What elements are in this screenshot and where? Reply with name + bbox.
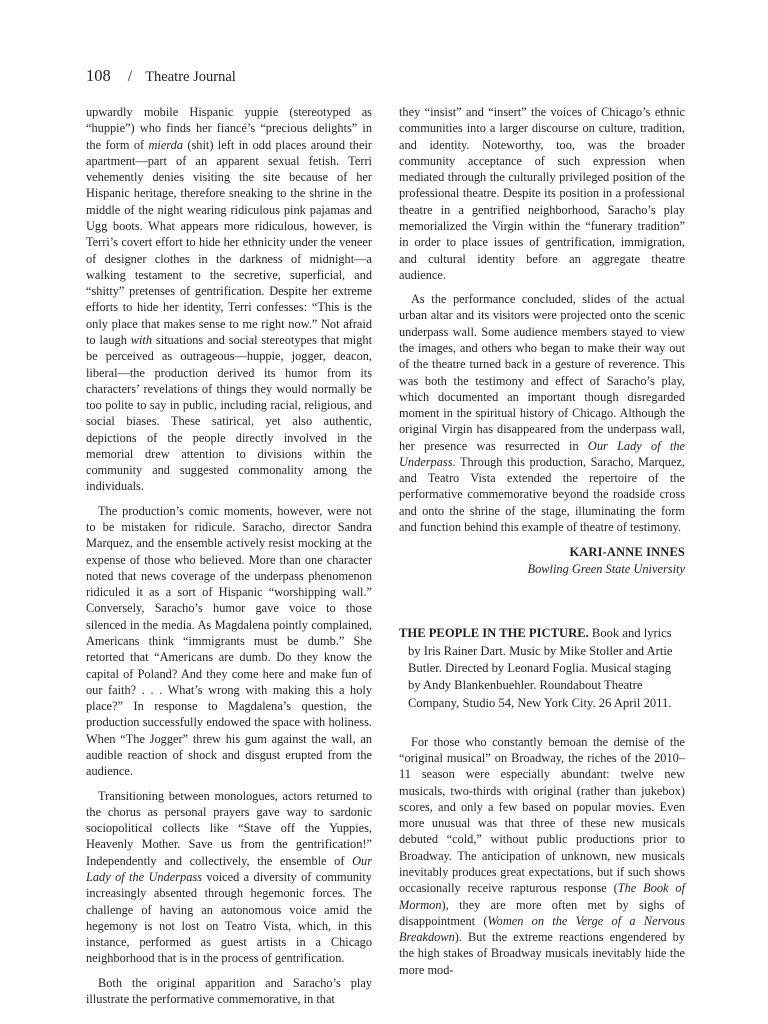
paragraph: upwardly mobile Hispanic yuppie (stereotyped as “huppie”) who finds her fiancé’s “precious delights” in the form of mierda (shit) left in odd places around their apartment—part of an apparent sexual fetish. Terri vehemently denies visiting the site because of her Hispanic heritage, therefore sneaking to the shrine in the middle of the night wearing ridiculous pink pajamas and Ugg boots. What appears more ridiculous, however, is Terri’s covert effort to hide her ethnicity under the veneer of designer clothes in the darkness of midnight—a walking testament to the secretive, superficial, and “shitty” pretenses of gentrification. Despite her extreme efforts to hide her identity, Terri confesses: “This is the only place that makes sense to me right now.” Not afraid to laugh with situations and social stereotypes that might be perceived as outrageous—huppie, jogger, deacon, liberal—the production derived its humor from its characters’ revelations of things they would normally be too polite to say in public, including racial, religious, and social biases. These satirical, yet also authentic, depictions of the people directly involved in the memorial drew attention to divisions within the community and suggested commonality among the individuals. (86, 105, 372, 494)
journal-title: Theatre Journal (145, 69, 236, 85)
right-column (399, 104, 685, 978)
review-byline (399, 544, 685, 578)
play-title: THE PEOPLE IN THE PICTURE. (399, 626, 589, 641)
paragraph: Transitioning between monologues, actors returned to the chorus as personal prayers gave way to sardonic sociopolitical collects like “Stave off the Yuppies, Heavenly Mother. Save us from the gentrification!” Independently and collectively, the ensemble of Our Lady of the Underpass voiced a diversity of community increasingly absented through hegemonic forces. The challenge of having an autonomous voice amid the hegemony is not lost on Teatro Vista, which, in this instance, performed as guest artists in a Chicago neighborhood that is in the process of gentrification. (86, 788, 372, 966)
page-number: 108 (86, 66, 111, 85)
paragraph: The production’s comic moments, however, were not to be mistaken for ridicule. Saracho, director Sandra Marquez, and the ensemble actively resist mocking at the expense of those who believed. More than one character noted that news coverage of the underpass phenomenon ridiculed it as a sort of Hispanic “worshipping wall.” Conversely, Saracho’s humor gave voice to those silenced in the media. As Magdalena pointly complained, Americans think “immigrants must be dumb.” She retorted that “Americans are dumb. Do they know the capital of Poland? And they come here and make fun of our faith? . . . What’s wrong with making this a holy place?” In response to Magdalena’s question, the production successfully endowed the space with holiness. When “The Jogger” threw his gum against the wall, an audible reaction of shock and disgust erupted from the audience. (86, 503, 372, 779)
paragraph: As the performance concluded, slides of the actual urban altar and its visitors were projected onto the scenic underpass wall. Some audience members stayed to view the images, and others who began to make their way out of the theatre turned back in a gesture of reverence. This was both the testimony and effect of Saracho’s play, which documented an important though disregarded moment in the spiritual history of Chicago. Although the original Virgin has disappeared from the underpass wall, her presence was resurrected in Our Lady of the Underpass. Through this production, Saracho, Marquez, and Teatro Vista extended the repertoire of the performative commemorative beyond the roadside cross and onto the shrine of the stage, illuminating the form and function behind this example of theatre of testimony. (399, 292, 685, 535)
header-separator: / (127, 68, 133, 85)
left-column (86, 104, 372, 1007)
running-header (86, 66, 236, 90)
paragraph: For those who constantly bemoan the demise of the “original musical” on Broadway, the riches of the 2010–11 season were especially abundant: twelve new musicals, two-thirds with original (rather than jukebox) scores, and only a few based on popular movies. Even more unusual was that three of these new musicals debuted “cold,” without public productions prior to Broadway. The anticipation of unknown, new musicals inevitably produces great expectations, but if such shows occasionally receive rapturous response (The Book of Mormon), they are more often met by sighs of disappointment (Women on the Verge of a Nervous Breakdown). But the extreme reactions engendered by the high stakes of Broadway musicals inevitably hide the more mod- (399, 734, 686, 977)
author-name: KARI-ANNE INNES (569, 545, 685, 560)
production-credits: Book and lyrics by Iris Rainer Dart. Music by Mike Stoller and Artie Butler. Directed by Leonard Foglia. Musical staging by Andy Blankenbuehler. Roundabout Theatre Company, Studio 54, New York City. 26 April 2011. (408, 626, 673, 710)
author-affiliation: Bowling Green State University (527, 562, 685, 577)
paragraph: Both the original apparition and Saracho’s play illustrate the performative commemorative, in that (86, 975, 372, 1006)
review-heading (399, 625, 685, 711)
paragraph: they “insist” and “insert” the voices of Chicago’s ethnic communities into a larger discourse on culture, tradition, and identity. Noteworthy, too, was the broader community acceptance of such expression when mediated through the culturally privileged position of the professional theatre. Despite its position in a professional theatre in a gentrified neighborhood, Saracho’s play memorialized the Virgin within the “funerary tradition” in order to place issues of gentrification, immigration, and cultural identity before an aggregate theatre audience. (399, 105, 685, 282)
